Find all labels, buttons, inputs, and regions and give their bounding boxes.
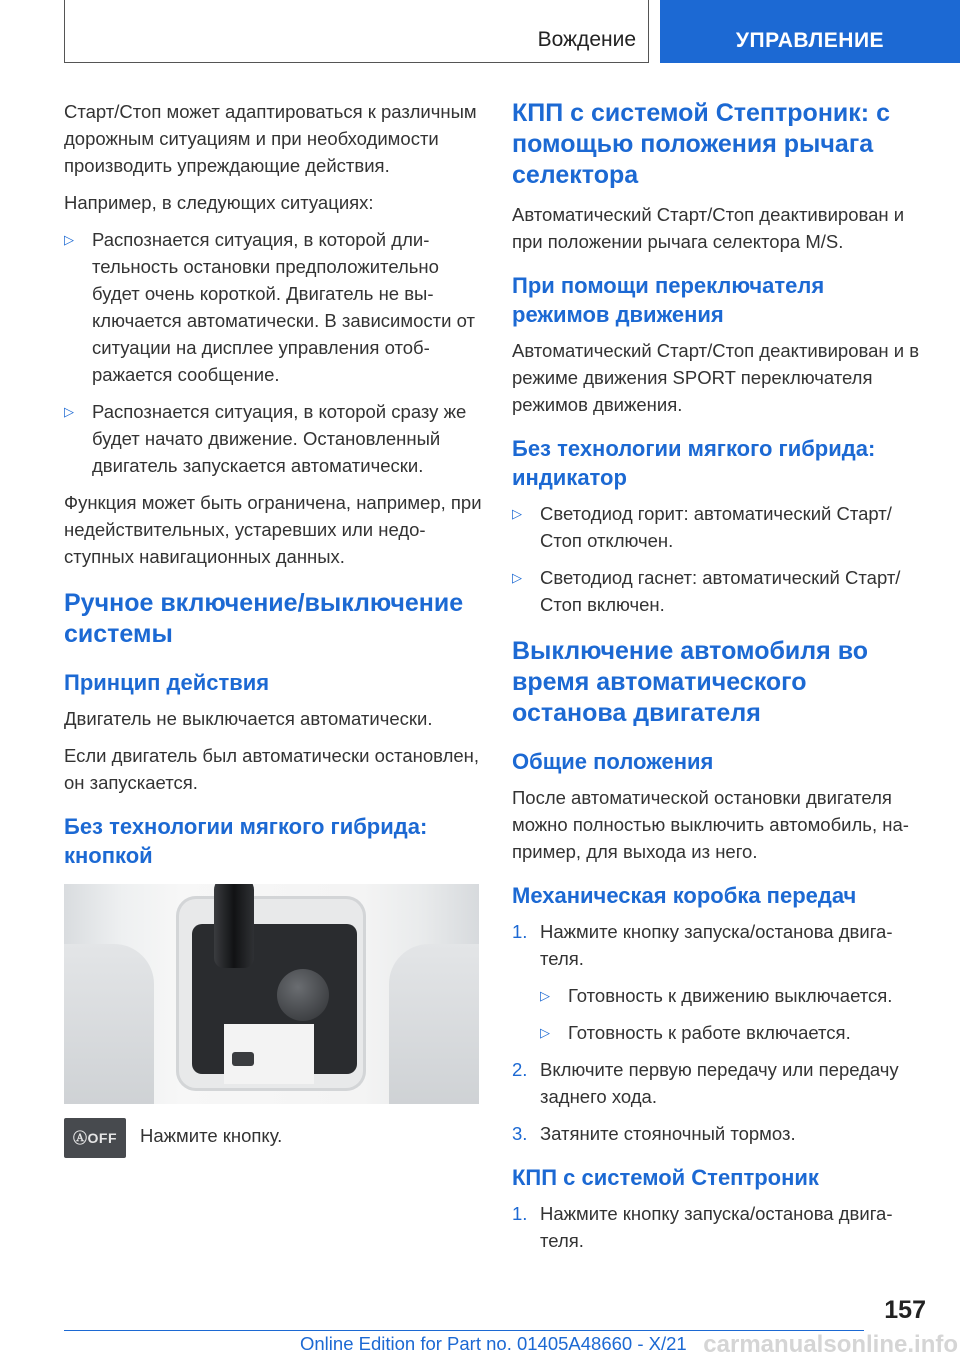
step-text: Затяните стояночный тормоз. <box>540 1123 796 1144</box>
subsection-heading: Принцип действия <box>64 670 270 695</box>
paragraph: После автоматической остановки двигателя можно полностью выключить автомобиль, например, для выхода из него. <box>512 787 909 862</box>
step-item <box>512 1120 924 1147</box>
step-number: 3. <box>512 1123 528 1144</box>
list-item-text: Светодиод горит: автоматический Старт/Стоп отключен. <box>540 503 892 551</box>
list-item-text: Готовность к движению выключается. <box>568 985 893 1006</box>
triangle-bullet-icon: ▷ <box>512 570 522 585</box>
list-item <box>540 982 924 1009</box>
list-item-text: Готовность к работе включается. <box>568 1022 851 1043</box>
triangle-bullet-icon: ▷ <box>540 988 550 1003</box>
list-item-text: Распознается ситуация, в которой длительность остановки предположительно будет очень короткой. Двигатель не выключается автоматически. В зависимости от ситуации на дисплее управления отображается сообщение. <box>92 229 475 385</box>
subsection-heading: Механическая коробка передач <box>512 883 857 908</box>
section-heading: Ручное включение/выключение системы <box>64 589 464 648</box>
step-text: Нажмите кнопку запуска/останова двигателя. <box>540 921 893 969</box>
subsection-heading: КПП с системой Стептроник <box>512 1165 819 1190</box>
header-frame <box>64 0 649 63</box>
subsection-heading: При помощи переключателя режимов движения <box>512 273 825 327</box>
triangle-bullet-icon: ▷ <box>64 232 74 247</box>
list-item <box>64 398 482 479</box>
chapter-title: УПРАВЛЕНИЕ <box>660 0 960 63</box>
left-seat-shape <box>64 944 154 1104</box>
right-seat-shape <box>389 944 479 1104</box>
triangle-bullet-icon: ▷ <box>512 506 522 521</box>
list-item <box>512 500 924 554</box>
left-column <box>64 98 482 1159</box>
page-header <box>0 0 960 66</box>
subsection-heading: Без технологии мягкого гибрида: кнопкой <box>64 814 428 868</box>
watermark: carmanualsonline.info <box>703 1331 958 1358</box>
parking-brake-button-shape <box>232 1052 254 1066</box>
step-item <box>512 1056 924 1110</box>
step-number: 2. <box>512 1059 528 1080</box>
button-instruction <box>64 1118 482 1159</box>
paragraph: Автоматический Старт/Стоп деактивирован и в режиме движения SPORT переключателя режимов движения. <box>512 340 920 415</box>
center-console-photo <box>64 884 479 1104</box>
paragraph: Старт/Стоп может адаптироваться к различным дорожным ситуациям и при необходимости производить упреждающие действия. <box>64 101 477 176</box>
step-number: 1. <box>512 1203 528 1224</box>
list-item <box>512 564 924 618</box>
list-item <box>64 226 482 388</box>
step-text: Включите первую передачу или передачу заднего хода. <box>540 1059 899 1107</box>
right-column <box>512 98 924 1264</box>
step-item <box>512 1200 924 1254</box>
paragraph: Двигатель не выключается автоматически. <box>64 708 433 729</box>
icon-label: ⒶOFF <box>73 1130 117 1146</box>
section-title: Вождение <box>537 28 636 51</box>
step-number: 1. <box>512 921 528 942</box>
paragraph: Функция может быть ограничена, например, при недействительных, устаревших или недоступных навигационных данных. <box>64 492 482 567</box>
paragraph: Например, в следующих ситуациях: <box>64 192 374 213</box>
subsection-heading: Без технологии мягкого гибрида: индикатор <box>512 436 876 490</box>
paragraph: Если двигатель был автоматически остановлен, он запускается. <box>64 745 480 793</box>
auto-start-stop-off-icon <box>64 1118 126 1158</box>
paragraph: Автоматический Старт/Стоп деактивирован и при положении рычага селектора M/S. <box>512 204 905 252</box>
list-item-text: Светодиод гаснет: автоматический Старт/Стоп включен. <box>540 567 901 615</box>
button-caption: Нажмите кнопку. <box>140 1125 283 1146</box>
controller-knob-shape <box>277 969 329 1021</box>
step-text: Нажмите кнопку запуска/останова двигателя. <box>540 1203 893 1251</box>
subsection-heading: Общие положения <box>512 749 714 774</box>
footer-edition: Online Edition for Part no. 01405A48660 - X/21 <box>300 1333 687 1354</box>
list-item <box>540 1019 924 1046</box>
page-number: 157 <box>884 1296 926 1324</box>
triangle-bullet-icon: ▷ <box>540 1025 550 1040</box>
triangle-bullet-icon: ▷ <box>64 404 74 419</box>
gear-selector-shape <box>214 884 254 968</box>
step-item <box>512 918 924 972</box>
section-heading: КПП с системой Стептроник: с помощью положения рычага селектора <box>512 99 890 189</box>
list-item-text: Распознается ситуация, в которой сразу же будет начато движение. Остановленный двигатель запускается автоматически. <box>92 401 467 476</box>
section-heading: Выключение автомобиля во время автоматического останова двигателя <box>512 637 869 727</box>
